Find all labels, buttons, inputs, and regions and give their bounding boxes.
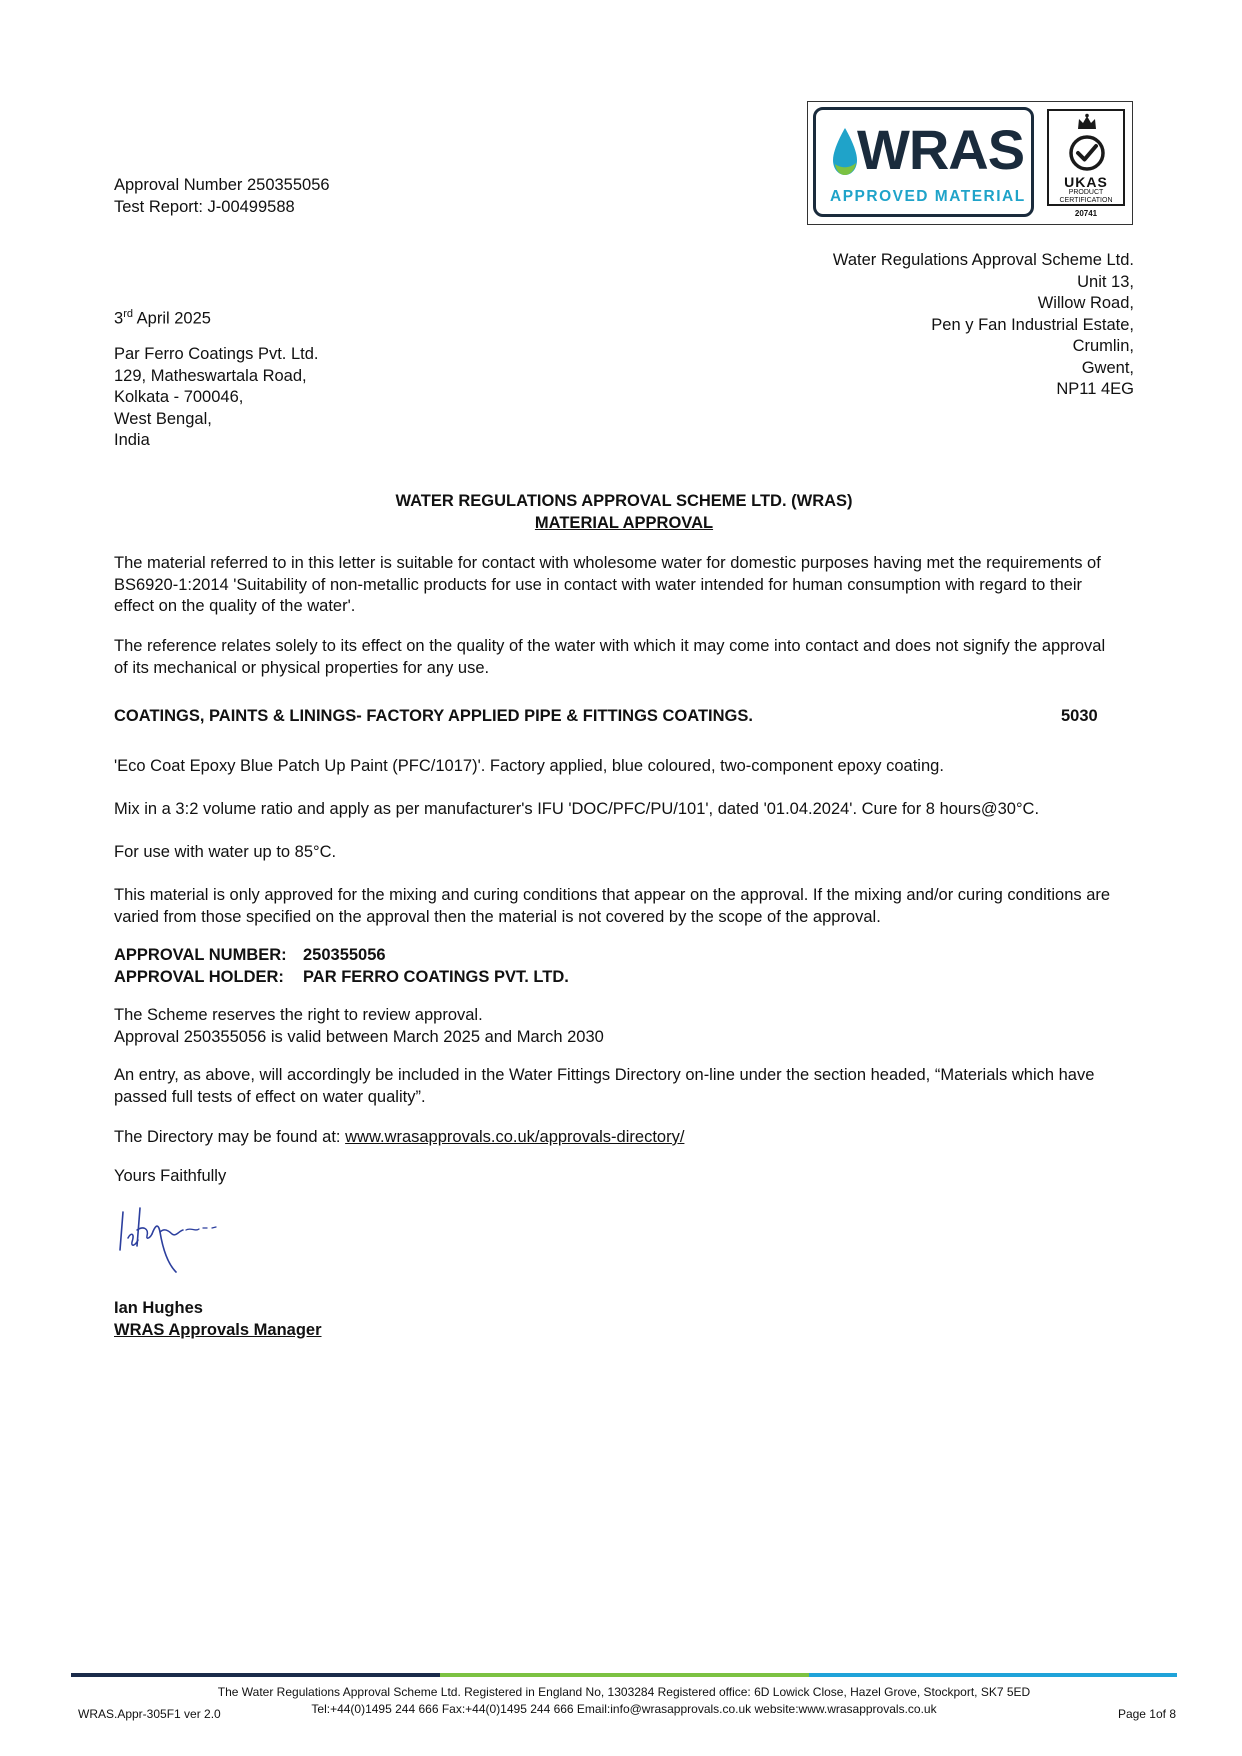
reference-block — [114, 175, 330, 218]
approval-holder-label: APPROVAL HOLDER: — [114, 967, 284, 986]
validity-block — [114, 1005, 604, 1048]
category-label: COATINGS, PAINTS & LININGS- FACTORY APPLIED PIPE & FITTINGS COATINGS. — [114, 707, 753, 725]
date-day: 3 — [114, 309, 124, 328]
signatory-block — [114, 1298, 322, 1341]
paragraph-line: The material referred to in this letter is suitable for contact with wholesome water for domestic purposes having met the requirements of — [114, 554, 1101, 572]
paragraph-line: BS6920-1:2014 'Suitability of non-metallic products for use in contact with water intended for human consumption with regard to their — [114, 575, 1083, 594]
water-drop-icon — [831, 128, 859, 176]
ukas-sub-line: PRODUCT — [1068, 189, 1104, 196]
footer-bar-green — [440, 1673, 809, 1677]
paragraph-line: varied from those specified on the approval then the material is not covered by the scope of the approval. — [114, 907, 881, 926]
date-suffix: rd — [123, 308, 133, 320]
approved-material-label: APPROVED MATERIAL — [830, 188, 1026, 205]
footer-color-bar — [71, 1673, 1177, 1677]
address-line: Unit 13, — [1077, 272, 1134, 291]
title-line: WATER REGULATIONS APPROVAL SCHEME LTD. (WRAS) — [395, 492, 853, 510]
checkmark-icon — [1067, 133, 1107, 173]
approval-holder-row — [114, 967, 569, 989]
signature-image — [116, 1204, 228, 1276]
directory-location — [114, 1127, 684, 1149]
approval-number-label: APPROVAL NUMBER: — [114, 946, 287, 964]
ukas-product-certification — [1049, 189, 1123, 204]
conditions-paragraph — [114, 885, 1130, 928]
footer-line: The Water Regulations Approval Scheme Ltd. Registered in England No, 1303284 Registered office: 6D Lowick Close, Hazel Grove, Stockport, SK7 5ED — [217, 1685, 1031, 1699]
footer-line: Tel:+44(0)1495 244 666 Fax:+44(0)1495 244 666 Email:info@wrasapprovals.co.uk website:www.wrasapprovals.co.uk — [311, 1702, 937, 1716]
suitability-paragraph — [114, 553, 1130, 618]
footer-bar-navy — [71, 1673, 440, 1677]
title-subline: MATERIAL APPROVAL — [534, 513, 714, 532]
use-temperature: For use with water up to 85°C. — [114, 843, 337, 861]
directory-link[interactable]: www.wrasapprovals.co.uk/approvals-directory/ — [345, 1128, 685, 1146]
address-line: India — [114, 431, 150, 449]
signatory-name: Ian Hughes — [114, 1299, 203, 1317]
footer-bar-blue — [809, 1673, 1177, 1677]
address-line: Water Regulations Approval Scheme Ltd. — [832, 251, 1134, 269]
directory-paragraph — [114, 1065, 1130, 1108]
form-reference: WRAS.Appr-305F1 ver 2.0 — [78, 1707, 221, 1721]
address-line: Pen y Fan Industrial Estate, — [931, 315, 1134, 334]
category-code: 5030 — [1061, 707, 1098, 725]
paragraph-line: An entry, as above, will accordingly be included in the Water Fittings Directory on-line under the section headed, “Materials which have — [114, 1066, 1095, 1084]
recipient-address — [114, 344, 319, 452]
ukas-logo — [1047, 109, 1125, 206]
approval-holder-value: PAR FERRO COATINGS PVT. LTD. — [303, 967, 569, 986]
ukas-number: 20741 — [1074, 209, 1098, 218]
directory-prefix: The Directory may be found at: — [114, 1128, 346, 1146]
letter-title — [0, 491, 1242, 534]
approval-number-value: 250355056 — [303, 946, 386, 964]
test-report-ref: Test Report: J-00499588 — [114, 197, 295, 216]
address-line: 129, Matheswartala Road, — [114, 366, 307, 385]
ukas-wordmark: UKAS — [1064, 174, 1108, 190]
mix-instructions: Mix in a 3:2 volume ratio and apply as per manufacturer's IFU 'DOC/PFC/PU/101', dated '01.04.2024'. Cure for 8 hours@30°C. — [114, 800, 1040, 818]
approval-number-row — [114, 945, 569, 967]
crown-icon — [1076, 113, 1098, 131]
validity-line: The Scheme reserves the right to review approval. — [114, 1006, 483, 1024]
address-line: Kolkata - 700046, — [114, 388, 244, 406]
address-line: Willow Road, — [1037, 294, 1134, 312]
wras-logo — [813, 107, 1034, 217]
sender-address — [833, 250, 1134, 401]
page-number: Page 1of 8 — [1117, 1707, 1176, 1721]
approval-block — [114, 945, 569, 988]
letter-date — [114, 304, 211, 330]
product-description: 'Eco Coat Epoxy Blue Patch Up Paint (PFC/1017)'. Factory applied, blue coloured, two-component epoxy coating. — [114, 757, 944, 775]
approval-number-ref: Approval Number 250355056 — [114, 176, 330, 194]
date-rest: April 2025 — [132, 309, 211, 328]
wras-wordmark: WRAS — [857, 118, 1025, 181]
paragraph-line: passed full tests of effect on water quality”. — [114, 1087, 426, 1106]
address-line: Crumlin, — [1072, 337, 1134, 355]
paragraph-line: The reference relates solely to its effect on the quality of the water with which it may come into contact and does not signify the approval — [114, 637, 1106, 655]
ukas-sub-line: CERTIFICATION — [1059, 196, 1113, 204]
address-line: NP11 4EG — [1056, 380, 1134, 398]
salutation: Yours Faithfully — [114, 1167, 227, 1185]
paragraph-line: This material is only approved for the mixing and curing conditions that appear on the approval. If the mixing and/or curing conditions are — [114, 886, 1111, 904]
address-line: Par Ferro Coatings Pvt. Ltd. — [114, 345, 319, 363]
paragraph-line: effect on the quality of the water'. — [114, 597, 356, 615]
validity-line: Approval 250355056 is valid between March 2025 and March 2030 — [114, 1027, 604, 1046]
paragraph-line: of its mechanical or physical properties for any use. — [114, 658, 490, 677]
address-line: Gwent, — [1081, 358, 1134, 377]
signatory-role: WRAS Approvals Manager — [114, 1320, 322, 1339]
wras-ukas-logo — [807, 101, 1133, 225]
address-line: West Bengal, — [114, 409, 212, 428]
reference-paragraph — [114, 636, 1130, 679]
